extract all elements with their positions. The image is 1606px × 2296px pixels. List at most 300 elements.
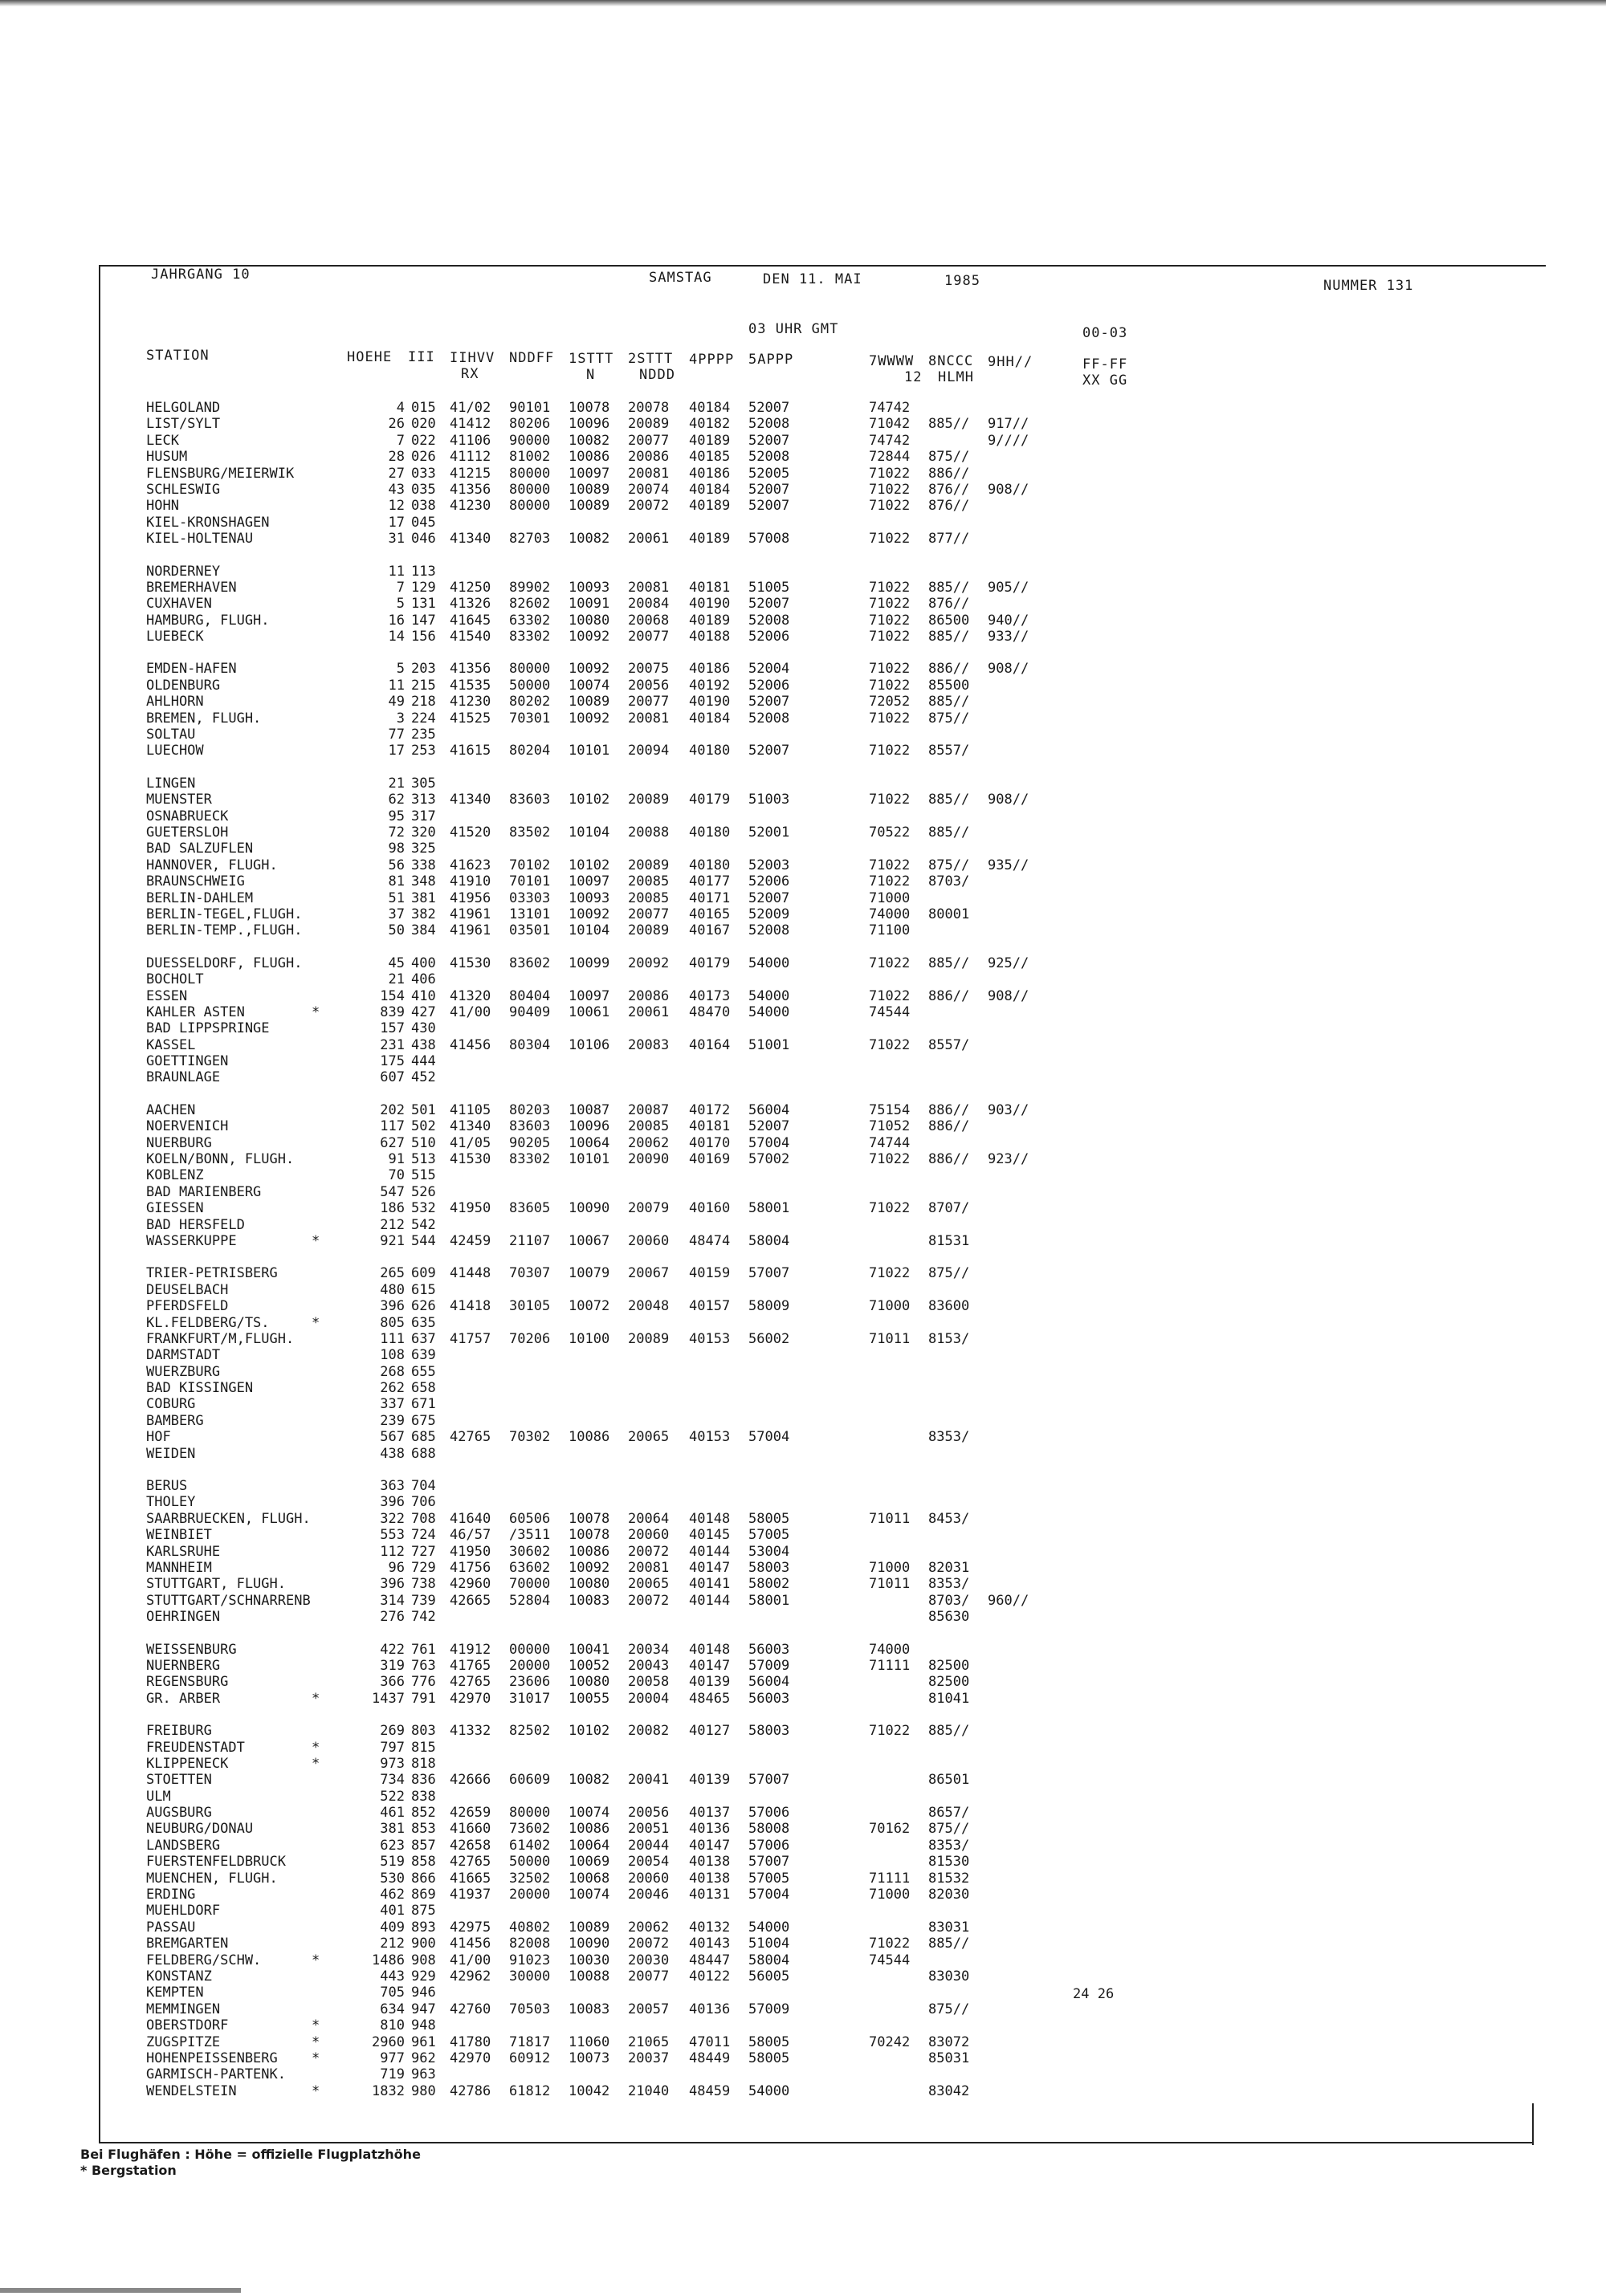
- group-5appp: 58005: [748, 1510, 790, 1527]
- station-number: 866: [411, 1870, 436, 1887]
- group-4pppp: 40185: [689, 449, 731, 466]
- col-ff-label: FF-FF: [1082, 356, 1128, 372]
- group-4pppp: 40127: [689, 1723, 731, 1740]
- station-height: 11: [388, 677, 405, 694]
- weekday-label: SAMSTAG: [649, 270, 712, 286]
- group-5appp: 58005: [748, 2033, 790, 2050]
- station-name: FELDBERG/SCHW.: [146, 1952, 262, 1968]
- group-7wwww: 74544: [869, 1952, 911, 1968]
- group-nddff: 80000: [509, 498, 551, 515]
- station-number: 218: [411, 694, 436, 710]
- station-number: 320: [411, 824, 436, 841]
- station-name: LANDSBERG: [146, 1837, 221, 1854]
- group-5appp: 58001: [748, 1592, 790, 1609]
- group-2sttt: 20090: [628, 1151, 670, 1168]
- station-number: 313: [411, 792, 436, 808]
- group-nddff: 70503: [509, 2001, 551, 2017]
- group-1sttt: 10069: [569, 1854, 610, 1871]
- group-4pppp: 40138: [689, 1870, 731, 1887]
- group-7wwww: 71022: [869, 1265, 911, 1282]
- volume-label: JAHRGANG 10: [151, 267, 251, 283]
- station-number: 739: [411, 1592, 436, 1609]
- station-height: 81: [388, 873, 405, 890]
- station-height: 381: [380, 1821, 405, 1838]
- station-name: FREUDENSTADT: [146, 1739, 245, 1756]
- group-8nccc: 83600: [928, 1298, 970, 1315]
- group-8nccc: 885//: [928, 824, 970, 841]
- station-name: SCHLESWIG: [146, 481, 221, 498]
- station-number: 513: [411, 1151, 436, 1168]
- station-height: 27: [388, 465, 405, 482]
- station-name: TRIER-PETRISBERG: [146, 1265, 278, 1282]
- station-number: 961: [411, 2033, 436, 2050]
- mountain-marker: *: [312, 2033, 320, 2050]
- group-8nccc: 82500: [928, 1657, 970, 1674]
- group-2sttt: 20062: [628, 1919, 670, 1936]
- group-iihvv: 42970: [450, 2050, 491, 2066]
- station-height: 810: [380, 2017, 405, 2034]
- group-7wwww: 71022: [869, 465, 911, 482]
- group-nddff: 82008: [509, 1936, 551, 1952]
- group-iihvv: 41340: [450, 1118, 491, 1135]
- group-2sttt: 20072: [628, 1543, 670, 1560]
- group-2sttt: 20074: [628, 481, 670, 498]
- station-number: 615: [411, 1281, 436, 1298]
- group-2sttt: 20084: [628, 596, 670, 613]
- group-iihvv: 41950: [450, 1543, 491, 1560]
- group-7wwww: 71011: [869, 1576, 911, 1593]
- station-number: 763: [411, 1657, 436, 1674]
- group-2sttt: 20060: [628, 1870, 670, 1887]
- group-8nccc: 875//: [928, 857, 970, 873]
- group-4pppp: 40139: [689, 1772, 731, 1789]
- group-4pppp: 40131: [689, 1887, 731, 1903]
- group-1sttt: 10072: [569, 1298, 610, 1315]
- station-height: 2960: [372, 2033, 405, 2050]
- station-number: 875: [411, 1903, 436, 1919]
- station-name: HANNOVER, FLUGH.: [146, 857, 278, 873]
- group-2sttt: 20089: [628, 857, 670, 873]
- station-number: 948: [411, 2017, 436, 2034]
- group-8nccc: 876//: [928, 596, 970, 613]
- group-iihvv: 41250: [450, 579, 491, 596]
- group-7wwww: 71100: [869, 922, 911, 939]
- station-number: 742: [411, 1609, 436, 1626]
- station-number: 852: [411, 1805, 436, 1822]
- station-name: OSNABRUECK: [146, 808, 229, 824]
- group-1sttt: 10074: [569, 1805, 610, 1822]
- group-2sttt: 20087: [628, 1101, 670, 1118]
- group-8nccc: 82500: [928, 1674, 970, 1691]
- station-number: 215: [411, 677, 436, 694]
- group-5appp: 52007: [748, 400, 790, 416]
- group-5appp: 57007: [748, 1854, 790, 1871]
- group-1sttt: 10093: [569, 579, 610, 596]
- station-number: 452: [411, 1069, 436, 1086]
- group-2sttt: 20043: [628, 1657, 670, 1674]
- station-number: 444: [411, 1053, 436, 1070]
- station-height: 5: [396, 661, 405, 678]
- group-iihvv: 41356: [450, 661, 491, 678]
- station-number: 381: [411, 889, 436, 906]
- station-height: 461: [380, 1805, 405, 1822]
- station-height: 186: [380, 1200, 405, 1217]
- group-2sttt: 20077: [628, 432, 670, 449]
- group-1sttt: 10096: [569, 416, 610, 433]
- group-iihvv: 42765: [450, 1854, 491, 1871]
- group-4pppp: 40184: [689, 481, 731, 498]
- group-1sttt: 10092: [569, 629, 610, 645]
- station-height: 401: [380, 1903, 405, 1919]
- station-height: 314: [380, 1592, 405, 1609]
- station-number: 724: [411, 1527, 436, 1544]
- group-4pppp: 40165: [689, 906, 731, 922]
- group-1sttt: 10083: [569, 2001, 610, 2017]
- group-7wwww: 71022: [869, 1723, 911, 1740]
- group-8nccc: 876//: [928, 481, 970, 498]
- group-1sttt: 10030: [569, 1952, 610, 1968]
- group-8nccc: 885//: [928, 416, 970, 433]
- group-8nccc: 875//: [928, 2001, 970, 2017]
- mountain-marker: *: [312, 2017, 320, 2034]
- group-nddff: 30602: [509, 1543, 551, 1560]
- group-4pppp: 40181: [689, 579, 731, 596]
- group-1sttt: 10092: [569, 661, 610, 678]
- group-nddff: 83603: [509, 792, 551, 808]
- group-1sttt: 10086: [569, 1543, 610, 1560]
- station-number: 626: [411, 1298, 436, 1315]
- group-8nccc: 886//: [928, 1151, 970, 1168]
- station-number: 338: [411, 857, 436, 873]
- group-5appp: 58005: [748, 2050, 790, 2066]
- station-name: BERLIN-TEGEL,FLUGH.: [146, 906, 303, 922]
- group-iihvv: 41937: [450, 1887, 491, 1903]
- group-1sttt: 10041: [569, 1641, 610, 1658]
- station-height: 607: [380, 1069, 405, 1086]
- station-number: 815: [411, 1739, 436, 1756]
- group-2sttt: 20081: [628, 465, 670, 482]
- group-5appp: 54000: [748, 2082, 790, 2099]
- group-8nccc: 8703/: [928, 1592, 970, 1609]
- group-7wwww: 71022: [869, 629, 911, 645]
- station-height: 70: [388, 1167, 405, 1184]
- group-4pppp: 40137: [689, 1805, 731, 1822]
- group-8nccc: 83072: [928, 2033, 970, 2050]
- station-height: 522: [380, 1788, 405, 1805]
- group-2sttt: 20064: [628, 1510, 670, 1527]
- station-name: LUECHOW: [146, 743, 204, 759]
- station-height: 202: [380, 1101, 405, 1118]
- group-nddff: 40802: [509, 1919, 551, 1936]
- station-name: BAD KISSINGEN: [146, 1380, 254, 1397]
- group-2sttt: 20051: [628, 1821, 670, 1838]
- group-iihvv: 41757: [450, 1330, 491, 1347]
- col-iihvv: [450, 350, 495, 382]
- col-1sttt-sub: N: [586, 367, 596, 383]
- group-2sttt: 20078: [628, 400, 670, 416]
- group-7wwww: 71052: [869, 1118, 911, 1135]
- group-2sttt: 20004: [628, 1690, 670, 1707]
- group-2sttt: 20089: [628, 922, 670, 939]
- group-5appp: 57006: [748, 1805, 790, 1822]
- station-name: ZUGSPITZE: [146, 2033, 221, 2050]
- group-9hh: 925//: [988, 955, 1029, 971]
- station-name: KLIPPENECK: [146, 1755, 229, 1772]
- station-name: GUETERSLOH: [146, 824, 229, 841]
- group-2sttt: 20085: [628, 1118, 670, 1135]
- group-4pppp: 40132: [689, 1919, 731, 1936]
- station-name: DUESSELDORF, FLUGH.: [146, 955, 303, 971]
- group-iihvv: 42665: [450, 1592, 491, 1609]
- group-nddff: 21107: [509, 1232, 551, 1249]
- group-1sttt: 10092: [569, 710, 610, 727]
- station-name: PASSAU: [146, 1919, 196, 1936]
- group-8nccc: 81041: [928, 1690, 970, 1707]
- station-name: WEIDEN: [146, 1445, 196, 1462]
- station-number: 430: [411, 1020, 436, 1037]
- station-number: 348: [411, 873, 436, 890]
- group-iihvv: 42659: [450, 1805, 491, 1822]
- group-2sttt: 20081: [628, 1560, 670, 1576]
- group-5appp: 51004: [748, 1936, 790, 1952]
- group-iihvv: 41/05: [450, 1134, 491, 1151]
- col-1sttt-label: 1STTT: [569, 351, 614, 367]
- station-name: OEHRINGEN: [146, 1609, 221, 1626]
- station-height: 16: [388, 612, 405, 629]
- station-name: ERDING: [146, 1887, 196, 1903]
- group-1sttt: 10064: [569, 1134, 610, 1151]
- station-height: 28: [388, 449, 405, 466]
- group-nddff: 80204: [509, 743, 551, 759]
- group-7wwww: 71022: [869, 792, 911, 808]
- frame-bottom-rule: [99, 2142, 1533, 2143]
- station-height: 45: [388, 955, 405, 971]
- station-height: 108: [380, 1347, 405, 1364]
- group-5appp: 53004: [748, 1543, 790, 1560]
- scan-top-edge: [0, 0, 1606, 6]
- station-number: 015: [411, 400, 436, 416]
- col-4pppp: 4PPPP: [689, 352, 735, 368]
- station-name: BRAUNLAGE: [146, 1069, 221, 1086]
- group-2sttt: 20058: [628, 1674, 670, 1691]
- group-5appp: 52007: [748, 694, 790, 710]
- station-name: AUGSBURG: [146, 1805, 212, 1822]
- station-height: 21: [388, 775, 405, 792]
- station-name: KEMPTEN: [146, 1985, 204, 2001]
- station-number: 406: [411, 971, 436, 988]
- station-height: 422: [380, 1641, 405, 1658]
- group-iihvv: 41950: [450, 1200, 491, 1217]
- station-name: BAD HERSFELD: [146, 1216, 245, 1233]
- side-note: 24 26: [1073, 1986, 1115, 2002]
- station-name: CUXHAVEN: [146, 596, 212, 613]
- station-number: 325: [411, 841, 436, 857]
- station-height: 175: [380, 1053, 405, 1070]
- group-4pppp: 48449: [689, 2050, 731, 2066]
- group-nddff: 80000: [509, 661, 551, 678]
- station-name: MUEHLDORF: [146, 1903, 221, 1919]
- group-2sttt: 20081: [628, 710, 670, 727]
- group-8nccc: 83030: [928, 1968, 970, 1985]
- group-7wwww: 74544: [869, 1003, 911, 1020]
- group-nddff: 20000: [509, 1887, 551, 1903]
- station-name: NOERVENICH: [146, 1118, 229, 1135]
- group-7wwww: 74742: [869, 432, 911, 449]
- group-nddff: 71817: [509, 2033, 551, 2050]
- group-7wwww: 71011: [869, 1510, 911, 1527]
- col-8nccc-sub: HLMH: [938, 369, 974, 385]
- group-nddff: 32502: [509, 1870, 551, 1887]
- group-4pppp: 40122: [689, 1968, 731, 1985]
- group-2sttt: 20061: [628, 1003, 670, 1020]
- group-2sttt: 21040: [628, 2082, 670, 2099]
- group-5appp: 57004: [748, 1429, 790, 1446]
- group-5appp: 58004: [748, 1232, 790, 1249]
- group-2sttt: 20092: [628, 955, 670, 971]
- station-name: STUTTGART/SCHNARRENB: [146, 1592, 311, 1609]
- group-1sttt: 10100: [569, 1330, 610, 1347]
- station-height: 1486: [372, 1952, 405, 1968]
- station-height: 11: [388, 563, 405, 580]
- station-name: ESSEN: [146, 987, 188, 1004]
- group-7wwww: 71022: [869, 612, 911, 629]
- group-1sttt: 10092: [569, 1560, 610, 1576]
- group-2sttt: 20089: [628, 416, 670, 433]
- group-1sttt: 10067: [569, 1232, 610, 1249]
- station-number: 791: [411, 1690, 436, 1707]
- station-number: 046: [411, 531, 436, 548]
- footnote-mountain-station: * Bergstation: [80, 2163, 177, 2178]
- group-8nccc: 875//: [928, 710, 970, 727]
- station-number: 635: [411, 1314, 436, 1331]
- group-7wwww: 71000: [869, 889, 911, 906]
- group-8nccc: 8557/: [928, 1036, 970, 1053]
- col-9hh: 9HH//: [988, 354, 1033, 370]
- group-nddff: 70301: [509, 710, 551, 727]
- station-number: 542: [411, 1216, 436, 1233]
- group-1sttt: 10061: [569, 1003, 610, 1020]
- group-8nccc: 86501: [928, 1772, 970, 1789]
- station-number: 033: [411, 465, 436, 482]
- station-number: 962: [411, 2050, 436, 2066]
- station-name: BERLIN-DAHLEM: [146, 889, 254, 906]
- group-4pppp: 48465: [689, 1690, 731, 1707]
- station-height: 62: [388, 792, 405, 808]
- group-5appp: 57008: [748, 531, 790, 548]
- group-5appp: 52006: [748, 873, 790, 890]
- station-height: 319: [380, 1657, 405, 1674]
- group-4pppp: 40141: [689, 1576, 731, 1593]
- station-number: 853: [411, 1821, 436, 1838]
- group-2sttt: 20072: [628, 1592, 670, 1609]
- group-nddff: 70302: [509, 1429, 551, 1446]
- group-4pppp: 40147: [689, 1837, 731, 1854]
- group-5appp: 52007: [748, 432, 790, 449]
- station-height: 977: [380, 2050, 405, 2066]
- group-2sttt: 20060: [628, 1527, 670, 1544]
- station-height: 7: [396, 432, 405, 449]
- group-iihvv: 41645: [450, 612, 491, 629]
- station-name: KIEL-HOLTENAU: [146, 531, 254, 548]
- group-4pppp: 40188: [689, 629, 731, 645]
- station-number: 947: [411, 2001, 436, 2017]
- group-iihvv: 42658: [450, 1837, 491, 1854]
- group-7wwww: 72844: [869, 449, 911, 466]
- station-name: FUERSTENFELDBRUCK: [146, 1854, 286, 1871]
- station-number: 384: [411, 922, 436, 939]
- station-height: 51: [388, 889, 405, 906]
- col-5appp: 5APPP: [748, 352, 794, 368]
- group-7wwww: 71022: [869, 481, 911, 498]
- group-4pppp: 40164: [689, 1036, 731, 1053]
- group-2sttt: 20048: [628, 1298, 670, 1315]
- station-name: LUEBECK: [146, 629, 204, 645]
- group-2sttt: 20065: [628, 1429, 670, 1446]
- group-5appp: 51003: [748, 792, 790, 808]
- station-height: 72: [388, 824, 405, 841]
- issue-number: NUMMER 131: [1323, 278, 1414, 294]
- group-1sttt: 10096: [569, 1118, 610, 1135]
- group-5appp: 52007: [748, 596, 790, 613]
- group-1sttt: 10102: [569, 857, 610, 873]
- mountain-marker: *: [312, 1952, 320, 1968]
- group-4pppp: 48474: [689, 1232, 731, 1249]
- observation-time: 03 UHR GMT: [748, 321, 839, 337]
- group-nddff: 80404: [509, 987, 551, 1004]
- station-number: 400: [411, 955, 436, 971]
- station-number: 147: [411, 612, 436, 629]
- group-4pppp: 40172: [689, 1101, 731, 1118]
- group-2sttt: 20065: [628, 1576, 670, 1593]
- station-name: GOETTINGEN: [146, 1053, 229, 1070]
- group-nddff: 63602: [509, 1560, 551, 1576]
- group-iihvv: 42786: [450, 2082, 491, 2099]
- group-iihvv: 41961: [450, 922, 491, 939]
- group-7wwww: 70242: [869, 2033, 911, 2050]
- group-2sttt: 20061: [628, 531, 670, 548]
- group-7wwww: 70522: [869, 824, 911, 841]
- group-nddff: 13101: [509, 906, 551, 922]
- date-label: DEN 11. MAI: [763, 271, 862, 287]
- group-2sttt: 20077: [628, 629, 670, 645]
- group-4pppp: 40169: [689, 1151, 731, 1168]
- station-height: 212: [380, 1936, 405, 1952]
- group-8nccc: 885//: [928, 579, 970, 596]
- group-nddff: 30105: [509, 1298, 551, 1315]
- station-height: 112: [380, 1543, 405, 1560]
- station-height: 366: [380, 1674, 405, 1691]
- group-iihvv: 41326: [450, 596, 491, 613]
- group-1sttt: 10099: [569, 955, 610, 971]
- group-7wwww: 71000: [869, 1560, 911, 1576]
- station-height: 530: [380, 1870, 405, 1887]
- group-2sttt: 20082: [628, 1723, 670, 1740]
- group-7wwww: 75154: [869, 1101, 911, 1118]
- station-number: 675: [411, 1412, 436, 1429]
- group-5appp: 51001: [748, 1036, 790, 1053]
- group-5appp: 52007: [748, 481, 790, 498]
- group-iihvv: 41/00: [450, 1003, 491, 1020]
- group-2sttt: 20044: [628, 1837, 670, 1854]
- group-7wwww: 71022: [869, 531, 911, 548]
- group-iihvv: 41340: [450, 531, 491, 548]
- station-number: 113: [411, 563, 436, 580]
- group-4pppp: 40186: [689, 661, 731, 678]
- group-nddff: 83602: [509, 955, 551, 971]
- station-number: 688: [411, 1445, 436, 1462]
- station-number: 658: [411, 1380, 436, 1397]
- station-number: 685: [411, 1429, 436, 1446]
